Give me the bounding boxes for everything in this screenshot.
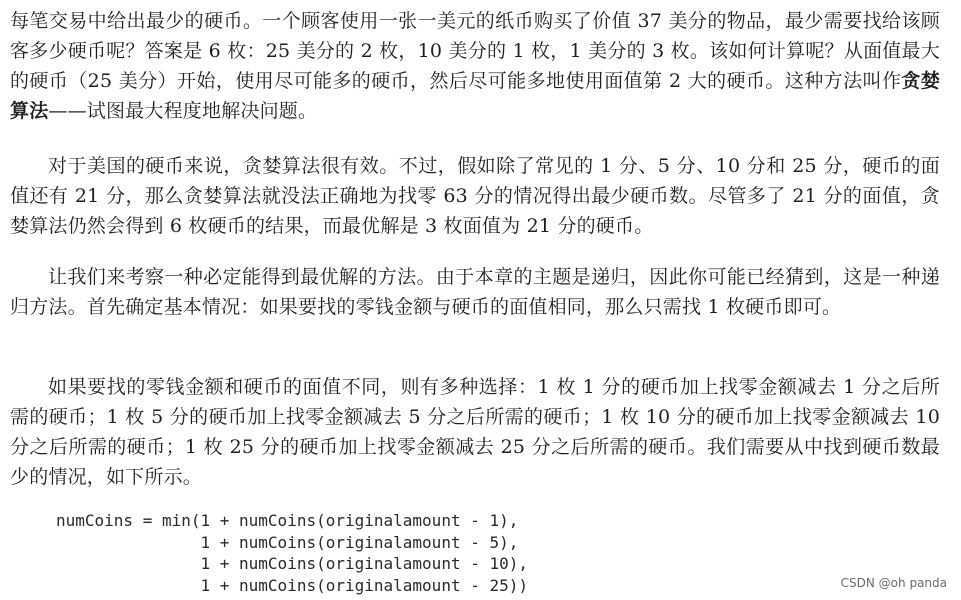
paragraph-recursive-case: 如果要找的零钱金额和硬币的面值不同，则有多种选择：1 枚 1 分的硬币加上找零金额减去 1 分之后所需的硬币；1 枚 5 分的硬币加上找零金额减去 5 分之后所需的硬币；1 枚 10 分的硬币加上找零金额减去 10 分之后所需的硬币；1 枚 25 分的硬币加上找零金额减去 25 分之后所需的硬币。我们需要从中找到硬币数最少的情况，如下所示。 bbox=[10, 376, 940, 488]
bold-term: 贪婪算法 bbox=[10, 70, 940, 122]
paragraph-greedy-failure: 对于美国的硬币来说，贪婪算法很有效。不过，假如除了常见的 1 分、5 分、10 分和 25 分，硬币的面值还有 21 分，那么贪婪算法就没法正确地为找零 63 分的情况得出最少硬币数。尽管多了 21 分的面值，贪婪算法仍然会得到 6 枚硬币的结果，而最优解是 3 枚面值为 21 分的硬币。 bbox=[10, 155, 940, 237]
code-block: numCoins = min(1 + numCoins(originalamount - 1), 1 + numCoins(originalamount - 5), 1 + numCoins(originalamount - 10), 1 + numCoins(originalamount - 25)) bbox=[56, 511, 529, 595]
paragraph-greedy-intro bbox=[10, 6, 940, 126]
paragraph-base-case: 让我们来考察一种必定能得到最优解的方法。由于本章的主题是递归，因此你可能已经猜到，这是一种递归方法。首先确定基本情况：如果要找的零钱金额与硬币的面值相同，那么只需找 1 枚硬币即可。 bbox=[10, 266, 940, 318]
paragraph-text: ——试图最大程度地解决问题。 bbox=[48, 100, 318, 122]
paragraph-text: 每笔交易中给出最少的硬币。一个顾客使用一张一美元的纸币购买了价值 37 美分的物品，最少需要找给该顾客多少硬币呢？答案是 6 枚：25 美分的 2 枚，10 美分的 1 枚，1 美分的 3 枚。该如何计算呢？从面值最大的硬币（25 美分）开始，使用尽可能多的硬币，然后尽可能多地使用面值第 2 大的硬币。这种方法叫作 bbox=[10, 10, 940, 92]
watermark: CSDN @oh panda bbox=[840, 576, 947, 590]
